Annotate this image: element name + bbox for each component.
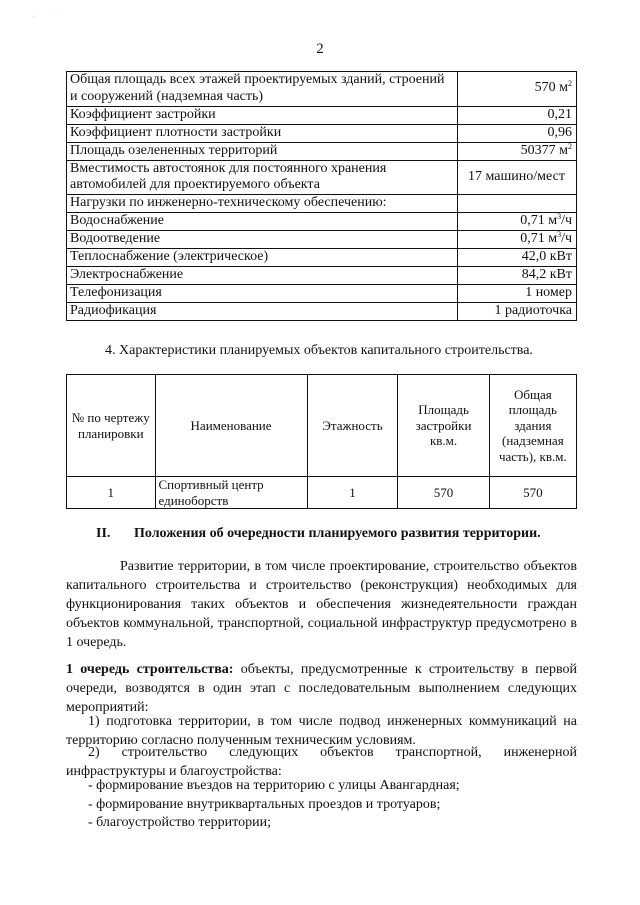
scan-mark: · [32,14,34,20]
object-floors: 1 [307,477,398,509]
table-row [67,142,577,160]
param-value: 0,71 $м^3/ч$ [458,213,577,231]
table-row [67,213,577,231]
scan-mark: · [55,12,57,18]
param-value: 0,71 $м^3/ч$ [458,231,577,249]
column-header: Площадь застройки кв.м. [398,375,489,477]
parameters-table [66,71,577,321]
param-label: Общая площадь всех этажей проектируемых зданий, строений и сооружений (надземная часть) [67,72,458,107]
param-value: 42,0 кВт [458,249,577,267]
param-label: Коэффициент застройки [67,106,458,124]
column-header: № по чертежу планировки [67,375,156,477]
bullet-item: - формирование въездов на территорию с улицы Авангардная; [88,778,460,793]
column-header: Этажность [307,375,398,477]
table-row [67,249,577,267]
param-label: Коэффициент плотности застройки [67,124,458,142]
column-header: Общая площадь здания (надземная часть), кв.м. [489,375,576,477]
stage-label: 1 очередь строительства: [66,662,234,677]
list-item: 2) строительство следующих объектов транспортной, инженерной инфраструктуры и благоустройства: [66,745,577,779]
param-label: Теплоснабжение (электрическое) [67,249,458,267]
param-label: Телефонизация [67,285,458,303]
param-label: Водоотведение [67,231,458,249]
table-row [67,72,577,107]
objects-table [66,374,577,509]
bullet-item: - формирование внутриквартальных проездов и тротуаров; [88,797,441,812]
column-header: Наименование [155,375,307,477]
param-value: 0,21 [458,106,577,124]
stage-paragraph [66,660,577,717]
param-value: 17 машино/мест [458,160,577,195]
object-number: 1 [67,477,156,509]
param-value: 50377 $м^2$ [458,142,577,160]
param-value: 570 $м^2$ [458,72,577,107]
object-name: Спортивный центр единоборств [155,477,307,509]
stage-text: объекты, предусмотренные к строительству в первой очереди, возводятся в один этап с последовательным выполнением следующих мероприятий: [66,662,577,715]
table-row [67,195,577,213]
object-total-area: 570 [489,477,576,509]
table-row [67,160,577,195]
section-number: II. [96,526,111,541]
table-row [67,106,577,124]
param-label: Вместимость автостоянок для постоянного хранения автомобилей для проектируемого объекта [67,160,458,195]
param-label: Радиофикация [67,303,458,321]
param-value [458,195,577,213]
section-title: Положения об очередности планируемого развития территории. [134,526,541,541]
param-value: 0,96 [458,124,577,142]
param-label: Площадь озелененных территорий [67,142,458,160]
table-row [67,231,577,249]
param-value: 1 радиоточка [458,303,577,321]
section-4-title: 4. Характеристики планируемых объектов капитального строительства. [105,343,533,358]
param-label: Электроснабжение [67,267,458,285]
table-row [67,267,577,285]
bullet-item: - благоустройство территории; [88,815,271,830]
param-label: Нагрузки по инженерно-техническому обеспечению: [67,195,458,213]
table-header-row [67,375,577,477]
list-item: 1) подготовка территории, в том числе подвод инженерных коммуникаций на территорию согласно полученным техническим условиям. [66,714,577,748]
param-value: 1 номер [458,285,577,303]
table-row [67,285,577,303]
page-number: 2 [316,41,324,57]
table-row [67,477,577,509]
param-value: 84,2 кВт [458,267,577,285]
object-built-area: 570 [398,477,489,509]
table-row [67,303,577,321]
table-row [67,124,577,142]
section-2-heading [96,526,541,543]
paragraph: Развитие территории, в том числе проектирование, строительство объектов капитального строительства и строительство (реконструкция) необходимых для функционирования таких объектов и обеспечения жизнедеятельности граждан объектов коммунальной, транспортной, социальной инфраструктур предусмотрено в 1 очередь. [66,559,577,650]
param-label: Водоснабжение [67,213,458,231]
